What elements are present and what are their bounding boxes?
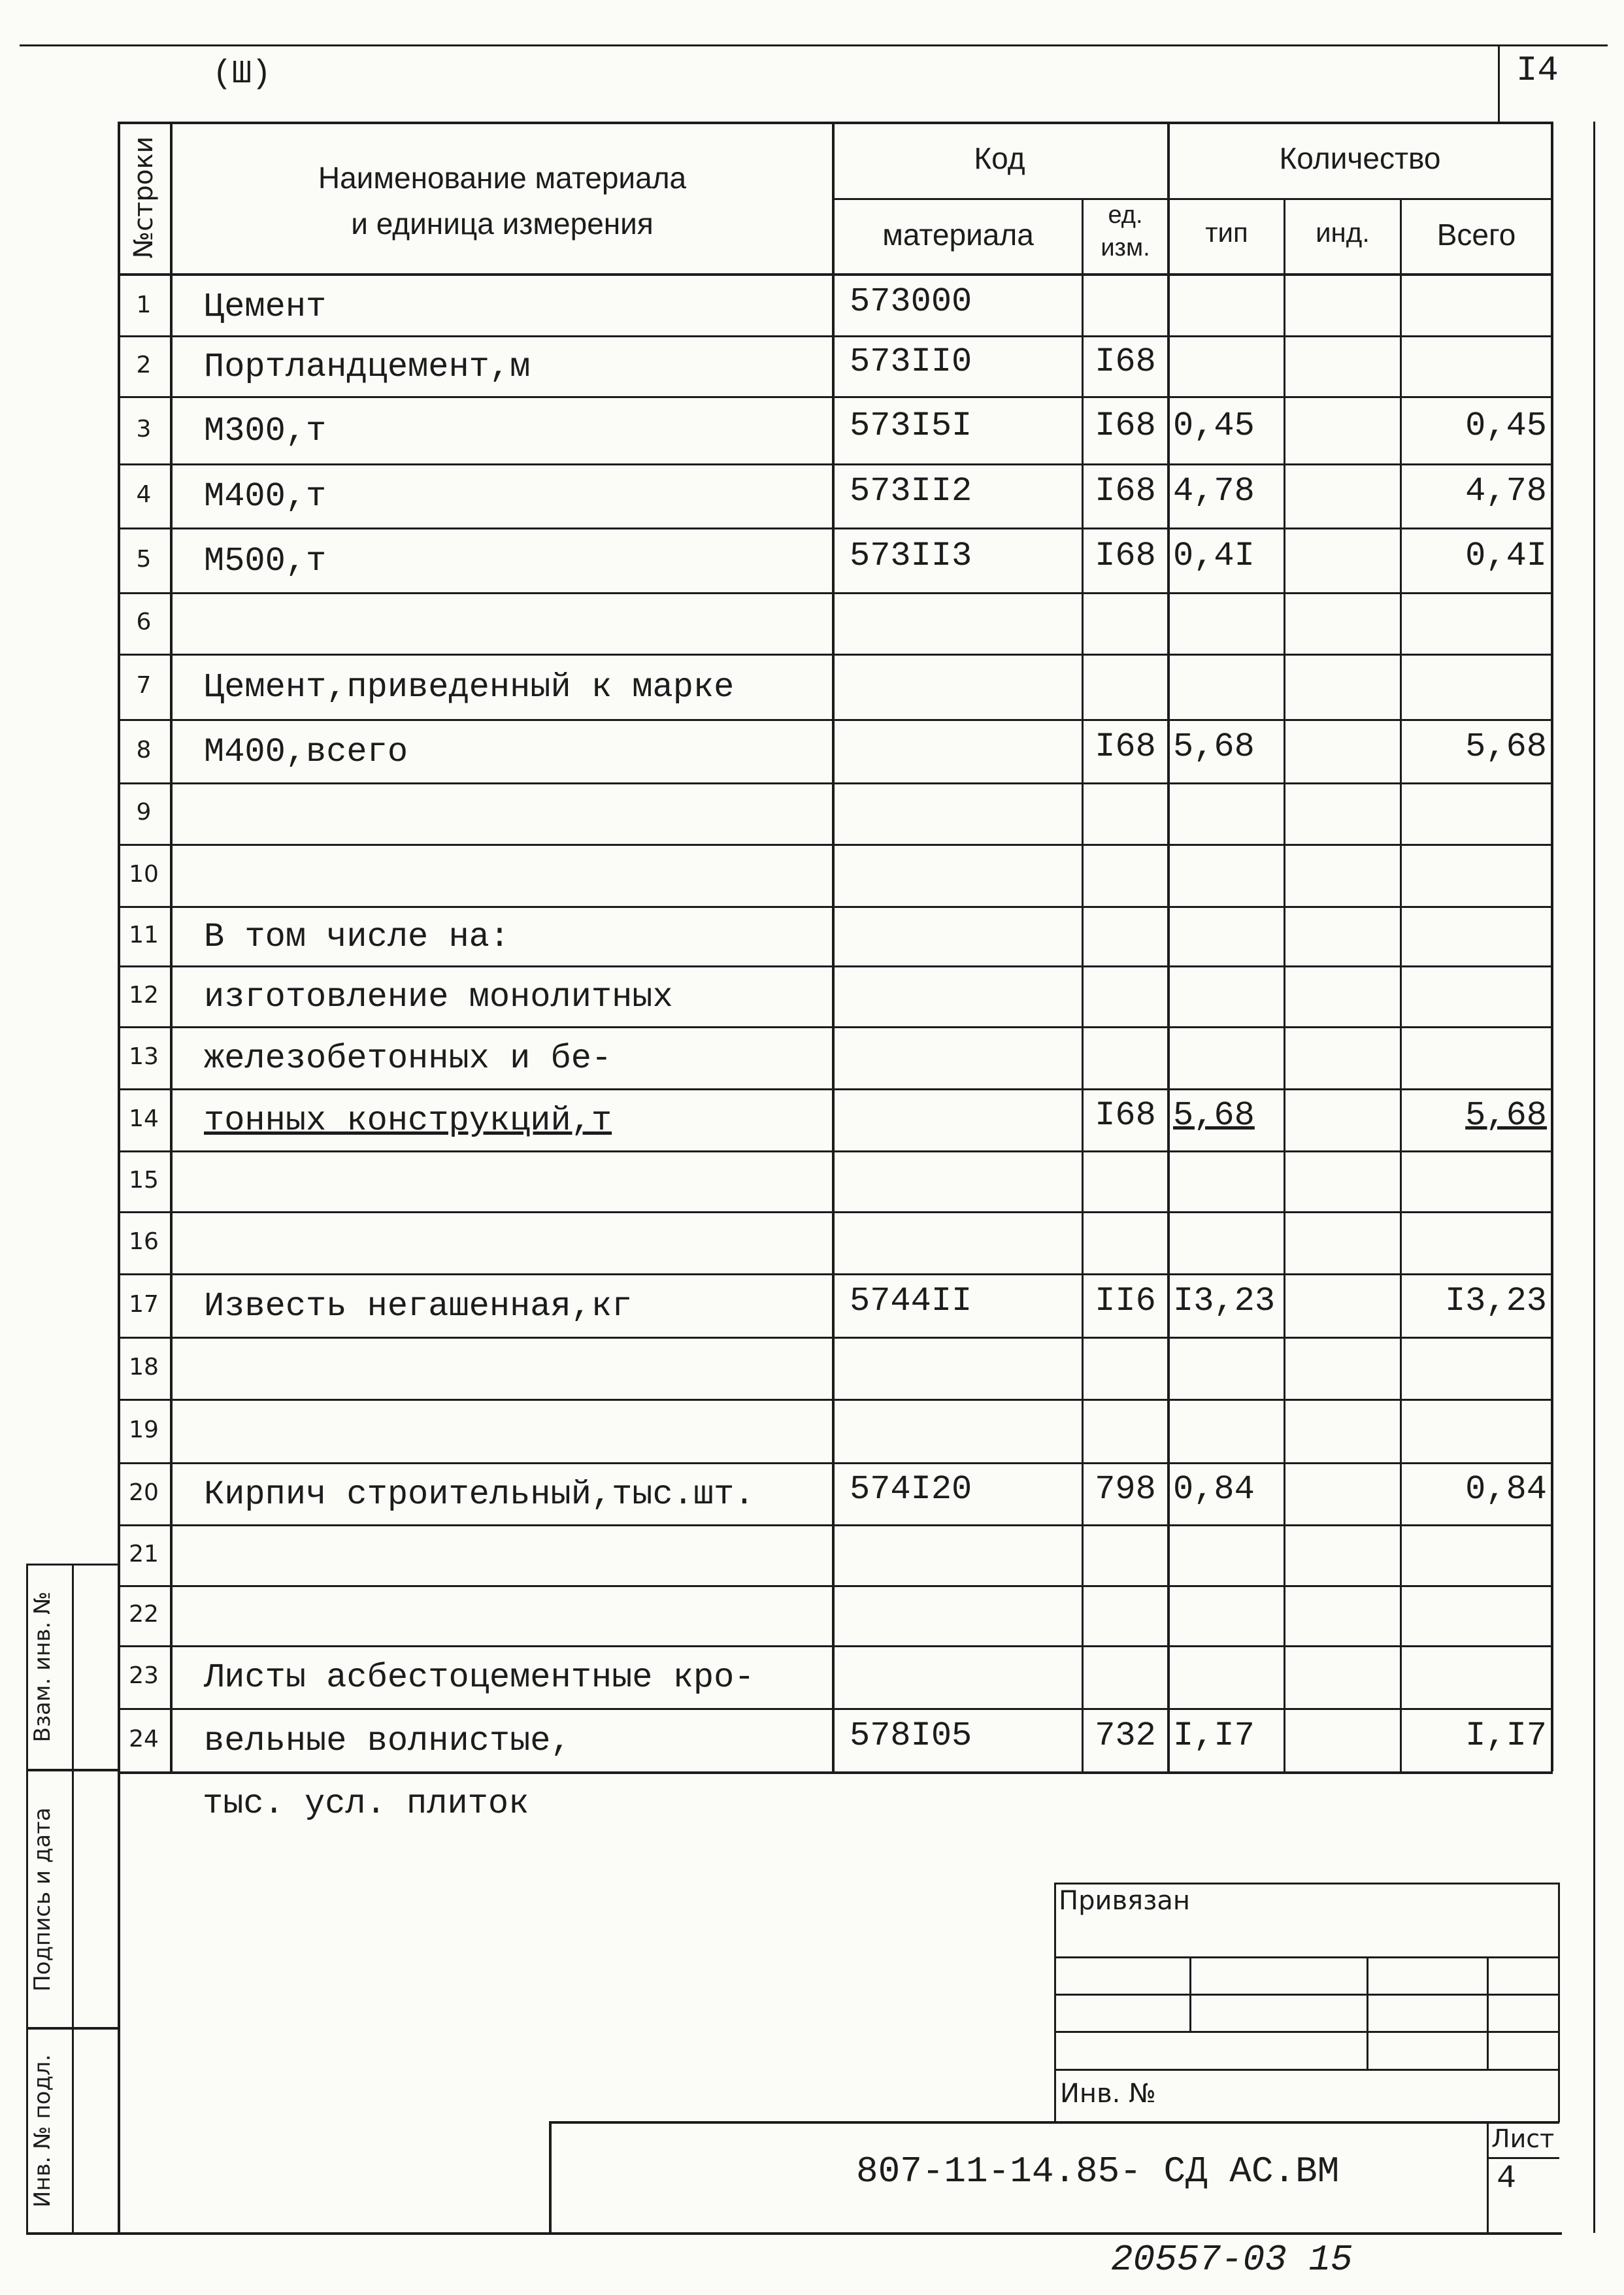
header-tip: тип [1205,217,1248,248]
row-line [118,335,1553,337]
tb-privyazan-left [1054,1883,1056,2122]
cell-code: 573II3 [850,536,972,575]
row-line [118,1150,1553,1152]
row-line [118,782,1553,784]
frame-right [1593,122,1595,2233]
material-name: Цемент,приведенный к марке [204,668,735,707]
row-line [118,1708,1553,1710]
row-number: 4 [136,481,152,508]
row-line [118,592,1553,594]
header-subdivider [832,198,1553,200]
material-name: М400,т [204,477,327,516]
frame-bottom [26,2232,1562,2235]
row-line [118,1337,1553,1339]
row-line [118,965,1553,967]
tb-sheet-left [1487,2121,1489,2234]
cell-tip: I3,23 [1173,1281,1276,1320]
cell-tip: 0,45 [1173,406,1255,445]
row-line [118,1524,1553,1526]
row-number: 5 [136,545,152,573]
cell-tip: 4,78 [1173,472,1255,511]
row-number: 3 [136,415,152,443]
cell-total: 5,68 [1465,727,1547,766]
row-line [118,396,1553,398]
row-number: 13 [129,1043,159,1070]
cell-unit: I68 [1095,472,1156,511]
header-row-number: №строки [129,136,159,259]
tb-row-2 [1054,1994,1559,1996]
header-quantity: Количество [1279,141,1441,175]
row-number: 19 [129,1416,159,1443]
header-unit-line2: изм. [1101,234,1150,261]
tb-privyazan-right [1558,1883,1560,2122]
row-number: 16 [129,1228,159,1255]
cell-tip: 0,4I [1173,536,1255,575]
frame-top [118,122,1553,124]
header-name-line2: и единица измерения [351,207,654,241]
row-number: 15 [129,1166,159,1194]
row-line [118,1585,1553,1587]
tb-vcol-3 [1487,1956,1489,2069]
cell-unit: 798 [1095,1469,1156,1509]
cell-code: 573II2 [850,472,972,511]
cell-total: I,I7 [1465,1716,1547,1755]
material-name: железобетонных и бе- [204,1039,612,1078]
header-material: материала [882,218,1034,252]
row-line [118,1771,1553,1774]
cell-code: 573I5I [850,406,972,445]
row-line [118,463,1553,465]
row-number: 11 [129,921,159,948]
row-line [118,654,1553,656]
row-line [118,1026,1553,1028]
row-number: 2 [136,351,152,378]
row-line [118,1462,1553,1464]
header-code: Код [974,141,1025,175]
row-number: 22 [129,1601,159,1628]
cell-unit: I68 [1095,727,1156,766]
tb-design-top [549,2121,1559,2124]
continuation-text: тыс. усл. плиток [203,1784,529,1823]
side-label-podpis: Подпись и дата [29,1807,56,1992]
row-number: 12 [129,981,159,1009]
row-line [118,1645,1553,1647]
tb-vcol-2 [1367,1956,1368,2069]
cell-total: 4,78 [1465,472,1547,511]
inv-no-label: Инв. № [1060,2079,1156,2109]
material-name: изготовление монолитных [204,977,673,1016]
cell-unit: I68 [1095,342,1156,381]
cell-unit: 732 [1095,1716,1156,1755]
side-label-inv-podl: Инв. № подл. [29,2054,56,2208]
cell-code: 573000 [850,282,972,321]
material-name: Известь негашенная,кг [204,1286,633,1326]
material-name: вельные волнистые, [204,1721,571,1760]
cell-unit: I68 [1095,406,1156,445]
material-name: Листы асбестоцементные кро- [204,1658,755,1697]
cell-total: 0,45 [1465,406,1547,445]
cell-code: 574I20 [850,1469,972,1509]
cell-tip: I,I7 [1173,1716,1255,1755]
section-mark: (Ш) [212,56,272,93]
sheet-number: 4 [1497,2160,1517,2198]
tb-vcol-1 [1189,1956,1191,2031]
header-total: Всего [1436,218,1516,252]
material-name: В том числе на: [204,917,510,956]
header-name-line1: Наименование материала [318,161,687,195]
side-top [26,1564,119,1566]
tb-row-4 [1054,2069,1559,2071]
row-number: 20 [129,1479,159,1506]
page-number-box-left [1498,44,1500,122]
row-number: 7 [136,672,152,699]
row-number: 1 [136,291,152,318]
designation: 807-11-14.85- СД АС.ВМ [856,2151,1340,2192]
cell-tip: 0,84 [1173,1469,1255,1509]
header-unit-line1: ед. [1108,201,1143,229]
header-bottom [118,273,1553,276]
row-line [118,719,1553,721]
row-number: 17 [129,1290,159,1318]
material-name: М500,т [204,541,327,580]
page-number: I4 [1516,51,1559,91]
material-name: Портландцемент,м [204,347,531,386]
tb-row-1 [1054,1956,1559,1958]
side-label-vzam: Взам. инв. № [29,1591,56,1743]
cell-total: I3,23 [1444,1281,1547,1320]
row-line [118,528,1553,529]
side-div-1 [26,1769,119,1771]
row-number: 6 [136,609,152,635]
cell-tip: 5,68 [1173,1096,1255,1135]
row-line [118,1211,1553,1213]
row-number: 24 [129,1725,159,1752]
top-rule [20,44,1608,46]
row-line [118,1088,1553,1090]
row-number: 21 [129,1540,159,1567]
cell-unit: II6 [1095,1281,1156,1320]
material-name: М400,всего [204,732,408,771]
cell-unit: I68 [1095,1096,1156,1135]
cell-tip: 5,68 [1173,727,1255,766]
row-line [118,906,1553,908]
tb-row-3 [1054,2031,1559,2033]
row-number: 10 [129,860,159,888]
cell-code: 5744II [850,1281,972,1320]
sheet-label: Лист [1491,2124,1555,2153]
material-name: Цемент [204,287,327,326]
privyazan-label: Привязан [1059,1886,1191,1916]
cell-total: 0,84 [1465,1469,1547,1509]
material-name: тонных конструкций,т [204,1101,612,1140]
material-name: Кирпич строительный,тыс.шт. [204,1475,755,1514]
row-number: 9 [136,799,152,826]
row-number: 8 [136,736,152,763]
archive-stamp: 20557-03 15 [1111,2239,1353,2281]
cell-unit: I68 [1095,536,1156,575]
cell-total: 0,4I [1465,536,1547,575]
material-name: М300,т [204,411,327,450]
cell-code: 573II0 [850,342,972,381]
header-ind: инд. [1316,217,1370,248]
row-number: 23 [129,1662,159,1689]
cell-total: 5,68 [1465,1096,1547,1135]
row-line [118,844,1553,846]
tb-privyazan-top [1054,1883,1559,1885]
row-number: 18 [129,1353,159,1381]
tb-design-left [549,2121,552,2234]
row-number: 14 [129,1105,159,1132]
side-col-mid [72,1564,74,2234]
cell-code: 578I05 [850,1716,972,1755]
tb-sheet-div [1487,2157,1559,2159]
row-line [118,1273,1553,1275]
row-line [118,1399,1553,1401]
